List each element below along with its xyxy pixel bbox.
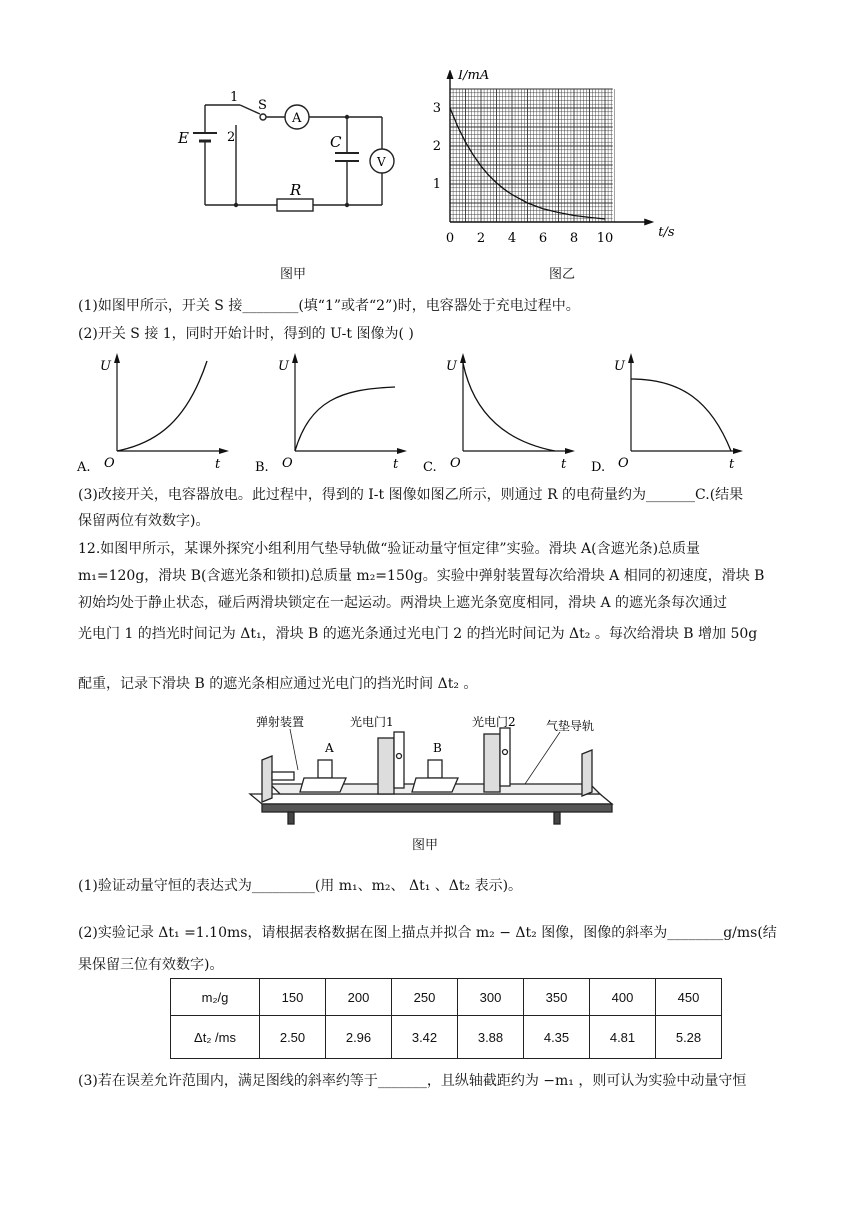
question-3-line1: (3)改接开关，电容器放电。此过程中，得到的 I-t 图像如图乙所示，则通过 R 的电荷量约为_______C.(结果	[78, 487, 744, 503]
gate2-label: 光电门2	[472, 715, 516, 729]
table-cell: 2.50	[260, 1016, 326, 1059]
table-row	[171, 1016, 722, 1059]
table-cell: 2.96	[326, 1016, 392, 1059]
table-cell: 250	[392, 979, 458, 1016]
launcher-label: 弹射装置	[256, 715, 305, 729]
u-axis-label: U	[100, 359, 111, 374]
problem-12-line4: 光电门 1 的挡光时间记为 Δt₁，滑块 B 的遮光条通过光电门 2 的挡光时间记为 Δt₂ 。每次给滑块 B 增加 50g	[78, 626, 758, 642]
table-cell: Δt₂ /ms	[171, 1016, 260, 1059]
t-axis-label: t	[561, 457, 567, 472]
sub-question-2-line2: 果保留三位有效数字)。	[78, 957, 224, 973]
option-graph	[584, 350, 744, 475]
t-axis-label: t	[729, 457, 735, 472]
table-cell: 3.42	[392, 1016, 458, 1059]
option-label: C.	[423, 460, 437, 475]
sub-question-1: (1)验证动量守恒的表达式为_________(用 m₁、m₂、 Δt₁ 、Δt₂ 表示)。	[78, 878, 523, 894]
table-cell: 5.28	[656, 1016, 722, 1059]
x-tick-label: 4	[507, 231, 517, 246]
table-row	[171, 979, 722, 1016]
origin-label: O	[282, 456, 293, 471]
option-curve	[463, 363, 555, 451]
u-axis-label: U	[614, 359, 625, 374]
problem-12-line1: 12.如图甲所示，某课外探究小组利用气垫导轨做“验证动量守恒定律”实验。滑块 A(含遮光条)总质量	[78, 541, 701, 557]
y-axis-arrow	[628, 353, 634, 363]
table-cell: 400	[590, 979, 656, 1016]
problem-12-line5: 配重，记录下滑块 B 的遮光条相应通过光电门的挡光时间 Δt₂ 。	[78, 676, 478, 692]
question-1: (1)如图甲所示，开关 S 接________(填“1”或者“2”)时，电容器处于充电过程中。	[78, 298, 580, 314]
origin-label: O	[104, 456, 115, 471]
option-graph	[70, 350, 230, 475]
table-cell: 350	[524, 979, 590, 1016]
x-axis-arrow	[565, 448, 575, 454]
t-axis-label: t	[215, 457, 221, 472]
option-label: B.	[255, 460, 269, 475]
slider-b-label: B	[433, 741, 442, 755]
voltmeter-label: V	[377, 155, 386, 169]
y-tick-label: 2	[432, 139, 441, 154]
y-tick-label: 1	[432, 177, 441, 192]
table-cell: 4.81	[590, 1016, 656, 1059]
y-axis-arrow	[292, 353, 298, 363]
sub-question-3: (3)若在误差允许范围内，满足图线的斜率约等于_______，且纵轴截距约为 −m₁ ，则可认为实验中动量守恒	[78, 1073, 747, 1089]
it-chart	[425, 70, 695, 250]
option-curve	[117, 361, 207, 451]
x-tick-label: 6	[538, 231, 548, 246]
options-row	[70, 350, 750, 475]
option-label: D.	[591, 460, 606, 475]
fig2-caption: 图乙	[549, 267, 576, 282]
u-axis-label: U	[278, 359, 289, 374]
origin-label: O	[618, 456, 629, 471]
x-axis-arrow	[644, 219, 654, 226]
ammeter-label: A	[292, 111, 302, 126]
problem-12-line2: m₁=120g，滑块 B(含遮光条和锁扣)总质量 m₂=150g。实验中弹射装置每次给滑块 A 相同的初速度，滑块 B	[78, 568, 765, 584]
x-axis-arrow	[219, 448, 229, 454]
air-track-apparatus	[240, 712, 620, 832]
origin-label: O	[450, 456, 461, 471]
y-axis-arrow	[114, 353, 120, 363]
table-cell: 150	[260, 979, 326, 1016]
table-cell: 200	[326, 979, 392, 1016]
table-cell: 450	[656, 979, 722, 1016]
problem-12-line3: 初始均处于静止状态，碰后两滑块锁定在一起运动。两滑块上遮光条宽度相同，滑块 A 的遮光条每次通过	[78, 595, 728, 611]
track-label: 气垫导轨	[546, 719, 595, 733]
resistor-label: R	[290, 181, 302, 199]
option-curve	[631, 379, 731, 451]
x-axis-arrow	[397, 448, 407, 454]
fig1-caption: 图甲	[280, 267, 307, 282]
option-graph	[248, 350, 408, 475]
sub-question-2-line1: (2)实验记录 Δt₁ =1.10ms，请根据表格数据在图上描点并拟合 m₂ − Δt₂ 图像，图像的斜率为________g/ms(结	[78, 925, 777, 941]
pos1-label: 1	[230, 90, 239, 105]
option-label: A.	[77, 460, 91, 475]
question-2: (2)开关 S 接 1，同时开始计时，得到的 U-t 图像为( )	[78, 326, 414, 342]
slider-a-label: A	[325, 741, 334, 755]
y-axis-arrow	[447, 70, 454, 79]
question-3-line2: 保留两位有效数字)。	[78, 513, 210, 529]
gate1-label: 光电门1	[350, 715, 394, 729]
x-tick-label: 2	[476, 231, 486, 246]
x-axis-label: t/s	[658, 225, 675, 240]
y-axis-arrow	[460, 353, 466, 363]
table-cell: m₂/g	[171, 979, 260, 1016]
y-tick-label: 3	[432, 101, 441, 116]
table-cell: 4.35	[524, 1016, 590, 1059]
fig3-caption: 图甲	[412, 838, 439, 853]
switch-label: S	[258, 98, 267, 113]
x-tick-label: 8	[569, 231, 579, 246]
option-curve	[295, 387, 395, 451]
pos2-label: 2	[227, 130, 236, 145]
circuit-diagram	[170, 85, 420, 220]
emf-label: E	[178, 129, 189, 147]
option-graph	[416, 350, 576, 475]
capacitor-label: C	[330, 133, 342, 151]
y-axis-label: I/mA	[458, 70, 490, 83]
table-cell: 3.88	[458, 1016, 524, 1059]
table-cell: 300	[458, 979, 524, 1016]
x-tick-label: 0	[445, 231, 455, 246]
t-axis-label: t	[393, 457, 399, 472]
x-tick-label: 10	[596, 231, 614, 246]
u-axis-label: U	[446, 359, 457, 374]
data-table	[170, 978, 722, 1059]
x-axis-arrow	[733, 448, 743, 454]
